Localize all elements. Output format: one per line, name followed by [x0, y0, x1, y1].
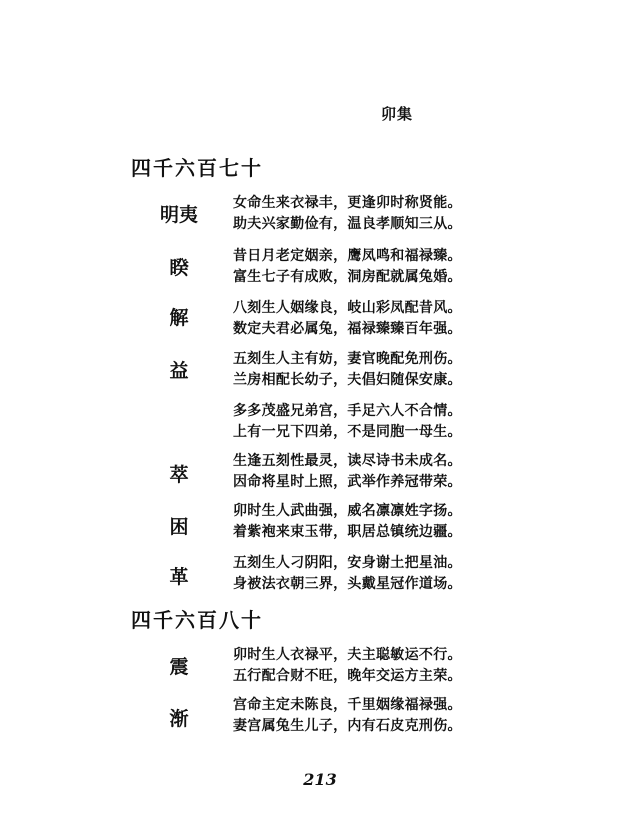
- verse-line: 富生七子有成败，洞房配就属兔婚。: [233, 269, 462, 285]
- verse-line: 五刻生人刁阴阳，安身谢土把星油。: [233, 555, 462, 571]
- hexagram-name: 明夷: [159, 204, 198, 226]
- verse-line: 生逢五刻性最灵，读尽诗书未成名。: [233, 453, 462, 469]
- hexagram-name: 困: [169, 516, 189, 538]
- hexagram-name: 睽: [169, 257, 189, 279]
- verse-entry: [0, 192, 640, 236]
- verse-entry: [0, 245, 640, 289]
- verse-line: 多多茂盛兄弟宫，手足六人不合情。: [233, 403, 462, 419]
- verse-line: 身被法衣朝三界，头戴星冠作道场。: [233, 576, 462, 592]
- hexagram-name: 萃: [169, 464, 189, 486]
- verse-line: 数定夫君必属兔，福禄臻臻百年强。: [233, 321, 462, 337]
- hexagram-name: 解: [169, 307, 189, 329]
- verse-line: 兰房相配长幼子，夫倡妇随保安康。: [233, 372, 462, 388]
- verse-line: 五刻生人主有妨，妻官晚配免刑伤。: [233, 351, 462, 367]
- verse-entry: [0, 500, 640, 544]
- verse-line: 因命将星时上照，武举作养冠带荣。: [233, 474, 462, 490]
- verse-entry: [0, 450, 640, 494]
- running-header: 卯集: [381, 105, 414, 123]
- verse-line: 女命生来衣禄丰，更逢卯时称贤能。: [233, 195, 462, 211]
- verse-line: 上有一兄下四弟，不是同胞一母生。: [233, 424, 462, 440]
- verse-line: 卯时生人衣禄平，夫主聪敏运不行。: [233, 647, 462, 663]
- verse-entry: [0, 297, 640, 341]
- section-heading: 四千六百八十: [131, 608, 263, 632]
- verse-entry: [0, 348, 640, 392]
- verse-entry: [0, 644, 640, 688]
- verse-entry: [0, 552, 640, 596]
- section-heading: 四千六百七十: [131, 156, 263, 180]
- verse-line: 助夫兴家勤俭有，温良孝顺知三从。: [233, 216, 462, 232]
- verse-line: 昔日月老定姻亲，鹰凤鸣和福禄臻。: [233, 248, 462, 264]
- verse-entry: [0, 694, 640, 738]
- verse-line: 妻宫属兔生儿子，内有石皮克刑伤。: [233, 718, 462, 734]
- verse-entry: [0, 400, 640, 444]
- verse-line: 宫命主定未陈良，千里姻缘福禄强。: [233, 697, 462, 713]
- verse-line: 卯时生人武曲强，威名凛凛姓字扬。: [233, 503, 462, 519]
- hexagram-name: 震: [169, 656, 189, 678]
- verse-line: 着紫袍来束玉带，职居总镇统边疆。: [233, 524, 462, 540]
- hexagram-name: 渐: [169, 708, 189, 730]
- hexagram-name: 革: [169, 566, 189, 588]
- page-number: 213: [303, 770, 337, 789]
- verse-line: 八刻生人姻缘良，岐山彩凤配昔风。: [233, 300, 462, 316]
- verse-line: 五行配合财不旺，晚年交运方主荣。: [233, 668, 462, 684]
- hexagram-name: 益: [169, 360, 189, 382]
